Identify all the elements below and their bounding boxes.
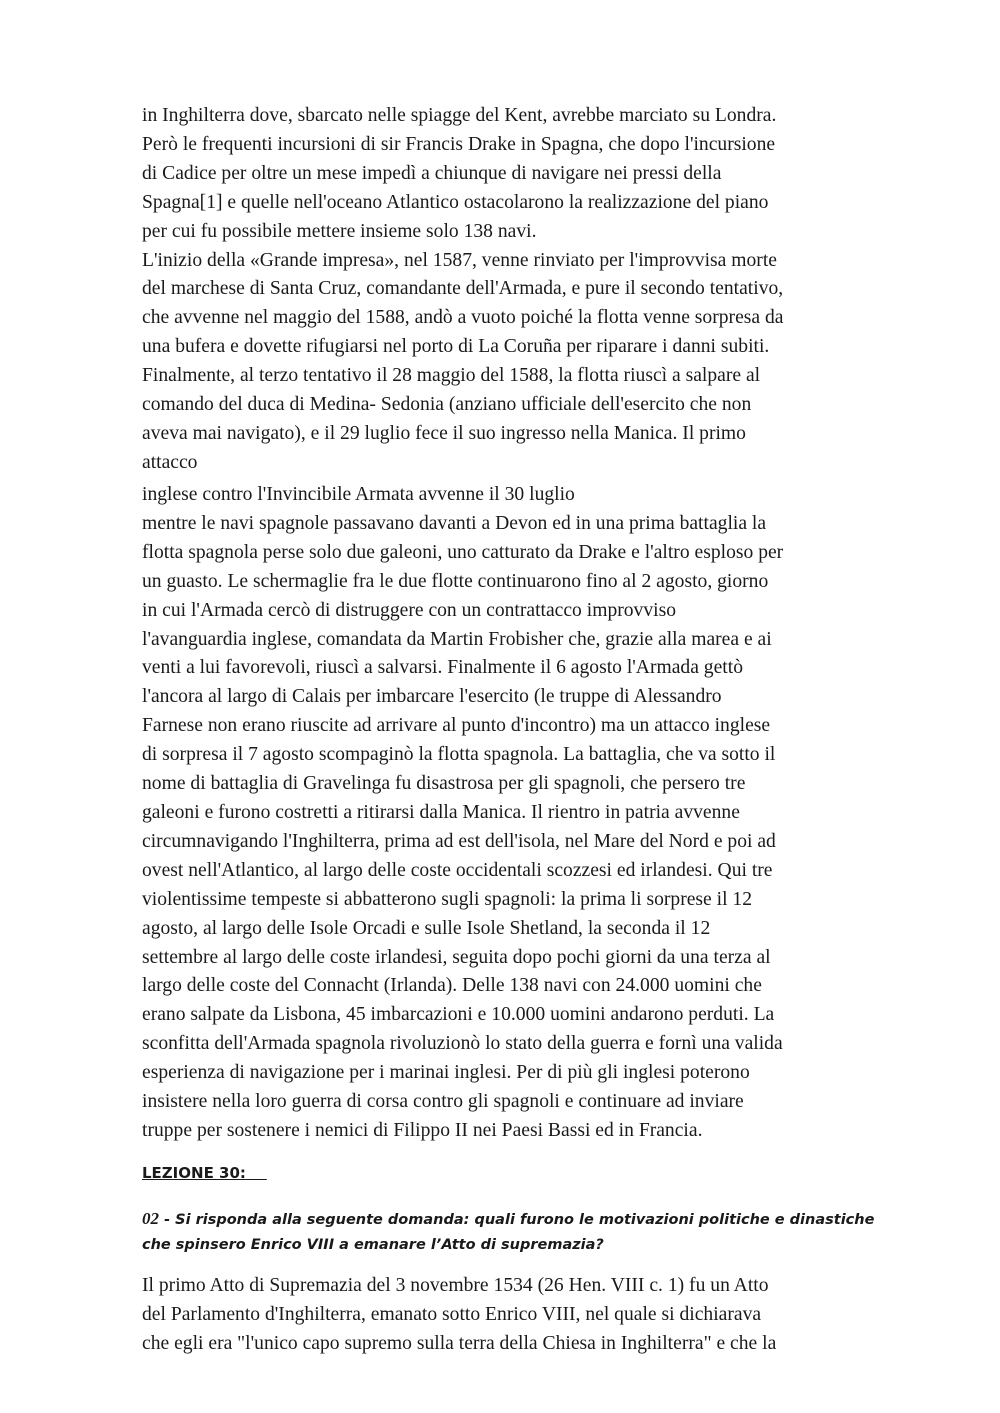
lesson-heading-underline-tail [246,1164,267,1182]
text-line: aveva mai navigato), e il 29 luglio fece il suo ingresso nella Manica. Il primo [142,422,746,444]
text-line: inglese contro l'Invincibile Armata avvenne il 30 luglio [142,484,575,505]
text-line: Spagna[1] e quelle nell'oceano Atlantico ostacolarono la realizzazione del piano [142,191,769,213]
text-line: esperienza di navigazione per i marinai inglesi. Per di più gli inglesi poterono [142,1062,750,1084]
text-line: venti a lui favorevoli, riuscì a salvarsi. Finalmente il 6 agosto l'Armada gettò [142,657,743,679]
text-line: largo delle coste del Connacht (Irlanda). Delle 138 navi con 24.000 uomini che [142,975,762,997]
text-line: insistere nella loro guerra di corsa contro gli spagnoli e continuare ad inviare [142,1091,744,1113]
text-line: in Inghilterra dove, sbarcato nelle spiagge del Kent, avrebbe marciato su Londra. [142,105,777,126]
text-line: mentre le navi spagnole passavano davanti a Devon ed in una prima battaglia la [142,512,767,534]
text-line: una bufera e dovette rifugiarsi nel porto di La Coruña per riparare i danni subiti. [142,336,770,358]
text-line: che avvenne nel maggio del 1588, andò a vuoto poiché la flotta venne sorpresa da [142,307,784,329]
text-line: truppe per sostenere i nemici di Filippo II nei Paesi Bassi ed in Francia. [142,1119,703,1141]
question-prompt [142,1206,882,1258]
question-line-2: che spinsero Enrico VIII a emanare l’Atto di supremazia? [142,1237,604,1253]
text-line: nome di battaglia di Gravelinga fu disastrosa per gli spagnoli, che persero tre [142,773,746,795]
text-line: attacco [142,451,198,473]
text-line: che egli era "l'unico capo supremo sulla terra della Chiesa in Inghilterra" e che la [142,1332,777,1354]
text-line: galeoni e furono costretti a ritirarsi dalla Manica. Il rientro in patria avvenne [142,801,740,823]
text-line: violentissime tempeste si abbatterono sugli spagnoli: la prima li sorprese il 12 [142,888,753,910]
paragraph-armada-plans [142,102,872,478]
text-line: Farnese non erano riuscite ad arrivare al punto d'incontro) ma un attacco inglese [142,715,771,737]
paragraph-armada-battle [142,481,872,1146]
text-line: Però le frequenti incursioni di sir Francis Drake in Spagna, che dopo l'incursione [142,133,776,155]
text-line: settembre al largo delle coste irlandesi, seguita dopo pochi giorni da una terza al [142,946,771,968]
text-line: del marchese di Santa Cruz, comandante dell'Armada, e pure il secondo tentativo, [142,278,784,300]
text-line: l'ancora al largo di Calais per imbarcare l'esercito (le truppe di Alessandro [142,686,722,708]
text-line: Finalmente, al terzo tentativo il 28 maggio del 1588, la flotta riuscì a salpare al [142,365,761,387]
lesson-heading-text: LEZIONE 30: [142,1164,246,1182]
text-line: sconfitta dell'Armada spagnola rivoluzionò lo stato della guerra e fornì una valida [142,1033,783,1055]
text-line: del Parlamento d'Inghilterra, emanato sotto Enrico VIII, nel quale si dichiarava [142,1303,762,1325]
paragraph-act-of-supremacy [142,1272,872,1359]
text-line: erano salpate da Lisbona, 45 imbarcazioni e 10.000 uomini andarono perduti. La [142,1004,775,1026]
text-line: un guasto. Le schermaglie fra le due flotte continuarono fino al 2 agosto, giorno [142,570,769,592]
text-line: comando del duca di Medina- Sedonia (anziano ufficiale dell'esercito che non [142,394,752,416]
text-line: Il primo Atto di Supremazia del 3 novembre 1534 (26 Hen. VIII c. 1) fu un Atto [142,1275,769,1296]
text-line: ovest nell'Atlantico, al largo delle coste occidentali scozzesi ed irlandesi. Qui tre [142,859,773,881]
text-line: agosto, al largo delle Isole Orcadi e sulle Isole Shetland, la seconda il 12 [142,917,711,939]
text-line: in cui l'Armada cercò di distruggere con un contrattacco improvviso [142,599,677,621]
text-line: flotta spagnola perse solo due galeoni, uno catturato da Drake e l'altro esploso per [142,541,784,563]
lesson-heading [142,1164,267,1182]
question-line-1: - Si risponda alla seguente domanda: quali furono le motivazioni politiche e dinastiche [164,1212,875,1228]
text-line: L'inizio della «Grande impresa», nel 1587, venne rinviato per l'improvvisa morte [142,249,777,271]
text-line: per cui fu possibile mettere insieme solo 138 navi. [142,220,537,242]
question-number: 02 [142,1209,159,1228]
text-line: di sorpresa il 7 agosto scompaginò la flotta spagnola. La battaglia, che va sotto il [142,744,776,766]
text-line: di Cadice per oltre un mese impedì a chiunque di navigare nei pressi della [142,162,722,184]
text-line: l'avanguardia inglese, comandata da Martin Frobisher che, grazie alla marea e ai [142,628,772,650]
text-line: circumnavigando l'Inghilterra, prima ad est dell'isola, nel Mare del Nord e poi ad [142,830,776,852]
